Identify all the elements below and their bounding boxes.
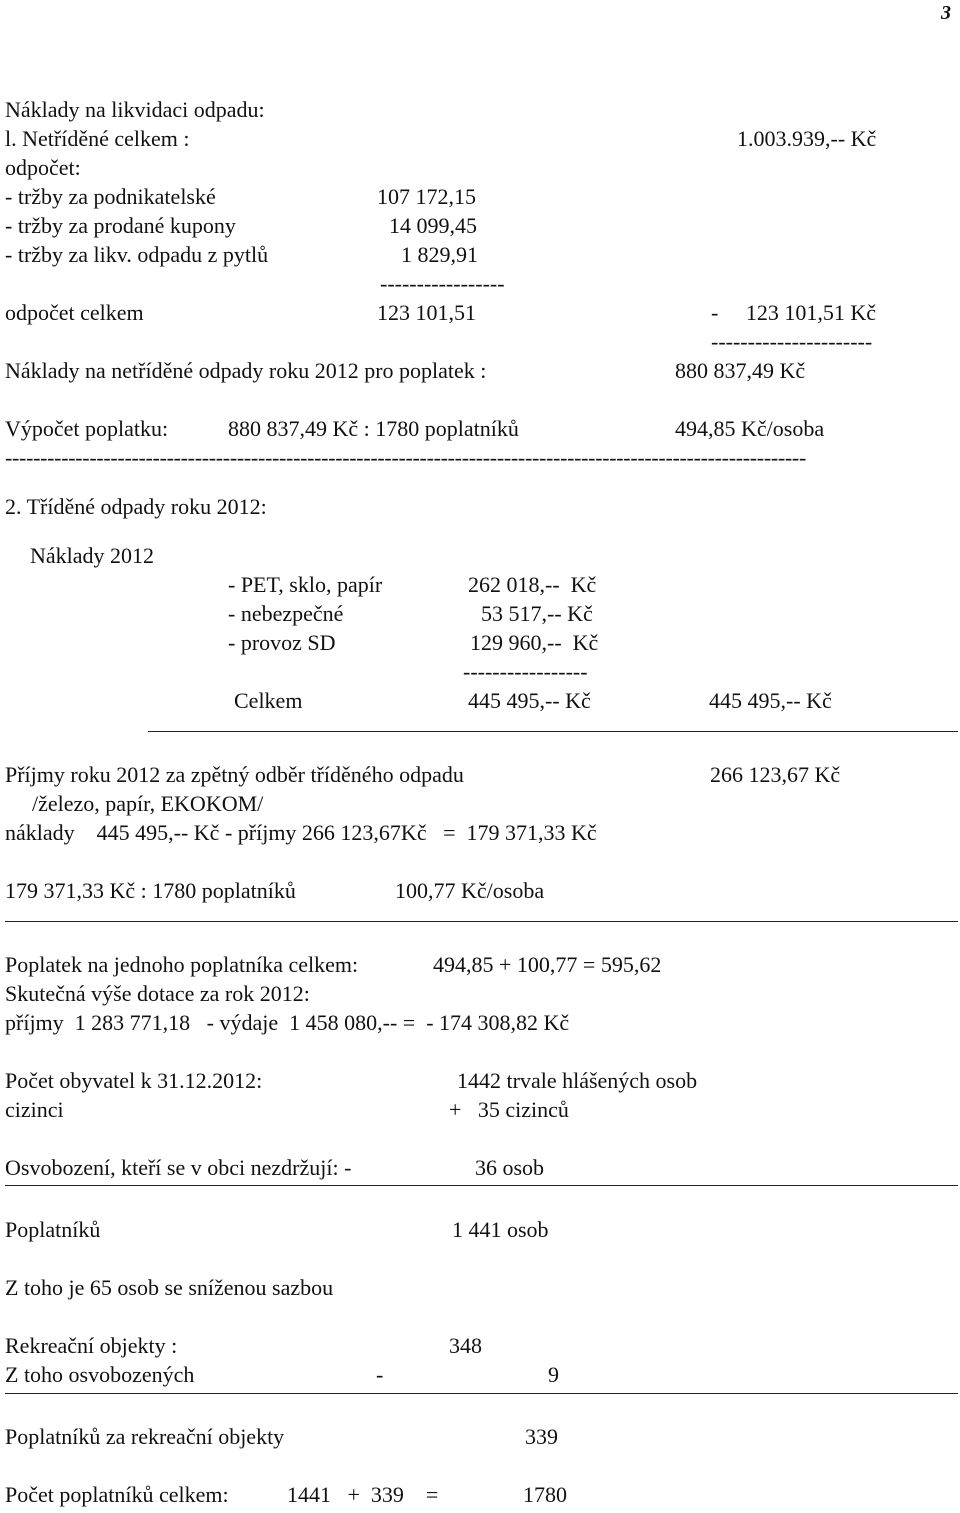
dash-separator: ---------------------- — [711, 329, 873, 354]
total-payers-value: 1780 — [523, 1482, 567, 1507]
deduction-row-label: - tržby za prodané kupony — [5, 213, 236, 238]
fee-calc-formula: 880 837,49 Kč : 1780 poplatníků — [228, 416, 519, 441]
foreigners-label: cizinci — [5, 1097, 64, 1122]
sorted-item-label: - provoz SD — [228, 630, 336, 655]
divider — [5, 921, 958, 922]
subsidy-label: Skutečná výše dotace za rok 2012: — [5, 981, 310, 1006]
recreational-label: Rekreační objekty : — [5, 1333, 178, 1358]
fee-calc-result: 494,85 Kč/osoba — [675, 416, 825, 441]
per-person-result: 100,77 Kč/osoba — [395, 878, 545, 903]
net-cost-line: náklady 445 495,-- Kč - příjmy 266 123,67Kč = 179 371,33 Kč — [5, 820, 597, 845]
dash-separator: ----------------- — [463, 659, 588, 684]
sorted-total-value-right: 445 495,-- Kč — [709, 688, 832, 713]
total-payers-label: Počet poplatníků celkem: — [5, 1482, 229, 1507]
deduction-total-value: 123 101,51 — [377, 300, 476, 325]
divider — [5, 1185, 958, 1186]
sorted-item-label: - nebezpečné — [228, 601, 344, 626]
payers-value: 1 441 osob — [452, 1217, 549, 1242]
section2-heading: 2. Tříděné odpady roku 2012: — [5, 494, 267, 519]
income-label: Příjmy roku 2012 za zpětný odběr tříděného odpadu — [5, 762, 464, 787]
population-value: 1442 trvale hlášených osob — [457, 1068, 698, 1093]
unsorted-costs-label: Náklady na netříděné odpady roku 2012 pro poplatek : — [5, 358, 487, 383]
income-note: /železo, papír, EKOKOM/ — [32, 791, 264, 816]
recreational-exempt-dash: - — [376, 1362, 384, 1387]
fee-calc-label: Výpočet poplatku: — [5, 416, 169, 441]
sorted-item-value: 129 960,-- Kč — [470, 630, 599, 655]
deduction-row-value: 107 172,15 — [377, 184, 476, 209]
total-payers-formula: 1441 + 339 = — [287, 1482, 439, 1507]
sorted-costs-label: Náklady 2012 — [30, 543, 155, 568]
section1-heading: Náklady na likvidaci odpadu: — [5, 97, 265, 122]
recreational-payers-label: Poplatníků za rekreační objekty — [5, 1424, 285, 1449]
population-label: Počet obyvatel k 31.12.2012: — [5, 1068, 263, 1093]
subsidy-line: příjmy 1 283 771,18 - výdaje 1 458 080,-- = - 174 308,82 Kč — [5, 1010, 570, 1035]
sorted-item-value: 53 517,-- Kč — [481, 601, 593, 626]
sorted-item-value: 262 018,-- Kč — [468, 572, 597, 597]
deduction-row-label: - tržby za podnikatelské — [5, 184, 216, 209]
divider — [148, 731, 958, 732]
per-person-formula: 179 371,33 Kč : 1780 poplatníků — [5, 878, 296, 903]
divider — [5, 1393, 958, 1394]
deduction-row-label: - tržby za likv. odpadu z pytlů — [5, 242, 269, 267]
fee-total-label: Poplatek na jednoho poplatníka celkem: — [5, 952, 359, 977]
income-value: 266 123,67 Kč — [710, 762, 841, 787]
recreational-value: 348 — [449, 1333, 482, 1358]
deduction-label: odpočet: — [5, 155, 81, 180]
payers-label: Poplatníků — [5, 1217, 101, 1242]
recreational-exempt-label: Z toho osvobozených — [5, 1362, 195, 1387]
deduction-total-subtract: - 123 101,51 Kč — [711, 300, 876, 325]
unsorted-costs-value: 880 837,49 Kč — [675, 358, 806, 383]
unsorted-label: l. Netříděné celkem : — [5, 126, 190, 151]
page-number: 3 — [941, 2, 951, 24]
deduction-row-value: 14 099,45 — [389, 213, 477, 238]
dash-separator: ----------------- — [380, 271, 505, 296]
reduced-rate-note: Z toho je 65 osob se sníženou sazbou — [5, 1275, 334, 1300]
deduction-row-value: 1 829,91 — [401, 242, 478, 267]
sorted-total-value: 445 495,-- Kč — [468, 688, 591, 713]
foreigners-value: + 35 cizinců — [449, 1097, 569, 1122]
recreational-payers-value: 339 — [525, 1424, 558, 1449]
exempt-value: 36 osob — [475, 1155, 545, 1180]
exempt-label: Osvobození, kteří se v obci nezdržují: - — [5, 1155, 352, 1180]
deduction-total-label: odpočet celkem — [5, 300, 144, 325]
sorted-total-label: Celkem — [234, 688, 303, 713]
dash-separator-long: ------------------------------------------------------------------------------------------------------------------ — [5, 445, 806, 470]
sorted-item-label: - PET, sklo, papír — [228, 572, 383, 597]
fee-total-formula: 494,85 + 100,77 = 595,62 — [433, 952, 662, 977]
recreational-exempt-value: 9 — [548, 1362, 559, 1387]
unsorted-value: 1.003.939,-- Kč — [737, 126, 877, 151]
